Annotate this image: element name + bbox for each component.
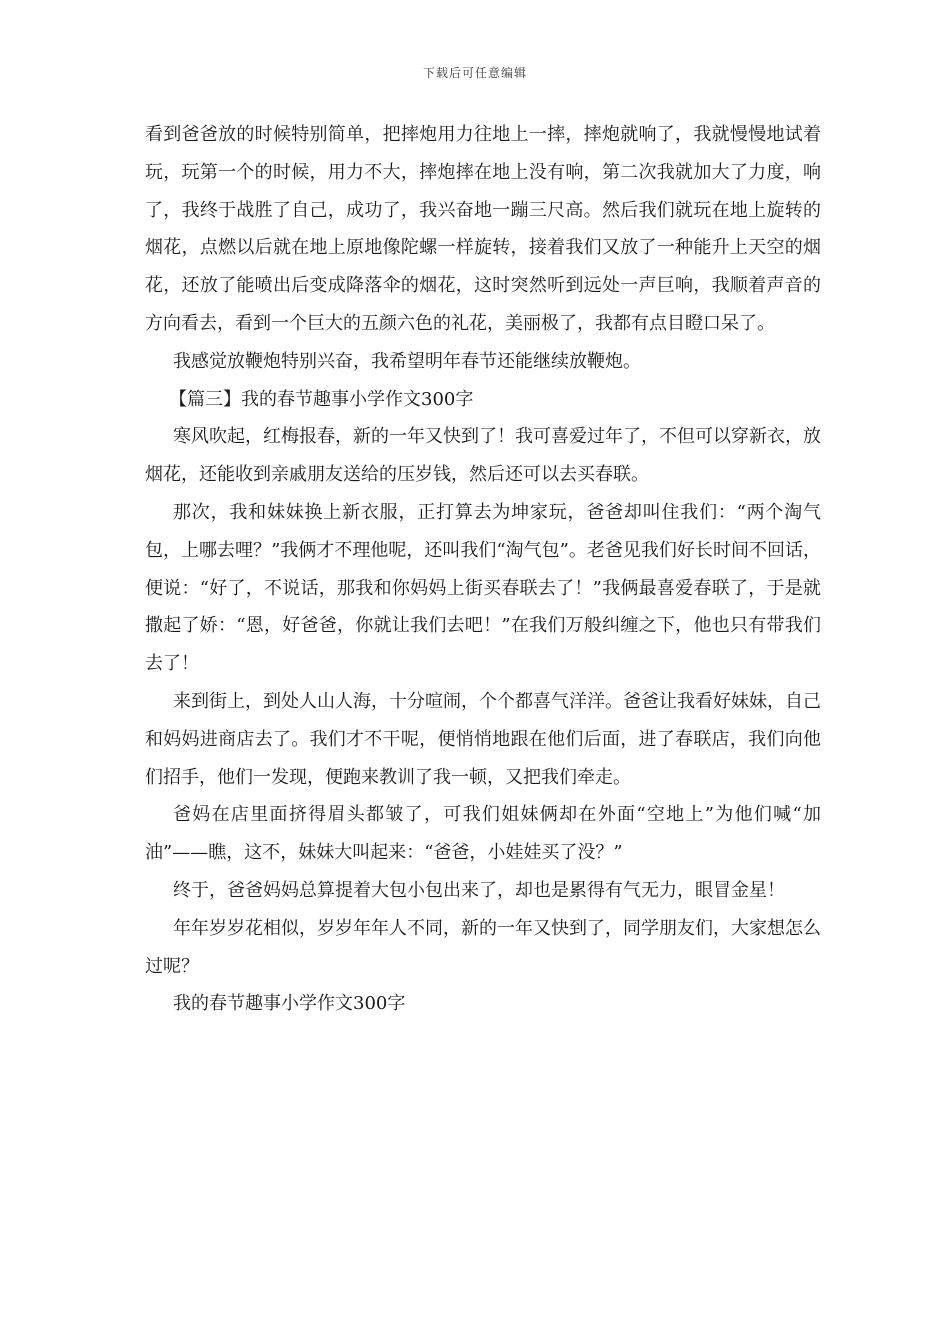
section-title: 【篇三】我的春节趣事小学作文300字 (169, 388, 474, 410)
paragraph-3: 寒风吹起，红梅报春，新的一年又快到了！我可喜爱过年了，不但可以穿新衣，放烟花，还能收到亲戚朋友送给的压岁钱，然后还可以去买春联。 (145, 426, 821, 486)
footer-title: 我的春节趣事小学作文300字 (173, 993, 406, 1015)
paragraph-8: 年年岁岁花相似，岁岁年年人不同，新的一年又快到了，同学朋友们，大家想怎么过呢？ (145, 917, 821, 977)
paragraph-1: 看到爸爸放的时候特别简单，把摔炮用力往地上一摔，摔炮就响了，我就慢慢地试着玩，玩第一个的时候，用力不大，摔炮摔在地上没有响，第二次我就加大了力度，响了，我终于战胜了自己，成功了，我兴奋地一蹦三尺高。然后我们就玩在地上旋转的烟花，点燃以后就在地上原地像陀螺一样旋转，接着我们又放了一种能升上天空的烟花，还放了能喷出后变成降落伞的烟花，这时突然听到远处一声巨响，我顺着声音的方向看去，看到一个巨大的五颜六色的礼花，美丽极了，我都有点目瞪口呆了。 (145, 124, 821, 334)
header-note: 下载后可任意编辑 (422, 66, 527, 80)
paragraph-4: 那次，我和妹妹换上新衣服，正打算去为坤家玩，爸爸却叫住我们：“两个淘气包，上哪去哩？”我俩才不理他呢，还叫我们“淘气包”。老爸见我们好长时间不回话，便说：“好了，不说话，那我和你妈妈上街买春联去了！”我俩最喜爱春联了，于是就撒起了娇：“恩，好爸爸，你就让我们去吧！”在我们万般纠缠之下，他也只有带我们去了！ (145, 501, 821, 675)
paragraph-6: 爸妈在店里面挤得眉头都皱了，可我们姐妹俩却在外面“空地上”为他们喊“加油”——瞧，这不，妹妹大叫起来：“爸爸，小娃娃买了没？” (145, 804, 821, 864)
paragraph-5: 来到街上，到处人山人海，十分喧闹，个个都喜气洋洋。爸爸让我看好妹妹，自己和妈妈进商店去了。我们才不干呢，便悄悄地跟在他们后面，进了春联店，我们向他们招手，他们一发现，便跑来教训了我一顿，又把我们牵走。 (145, 690, 821, 788)
article-body (145, 116, 821, 1023)
paragraph-7: 终于，爸爸妈妈总算提着大包小包出来了，却也是累得有气无力，眼冒金星！ (173, 879, 785, 901)
paragraph-2: 我感觉放鞭炮特别兴奋，我希望明年春节还能继续放鞭炮。 (173, 350, 641, 372)
